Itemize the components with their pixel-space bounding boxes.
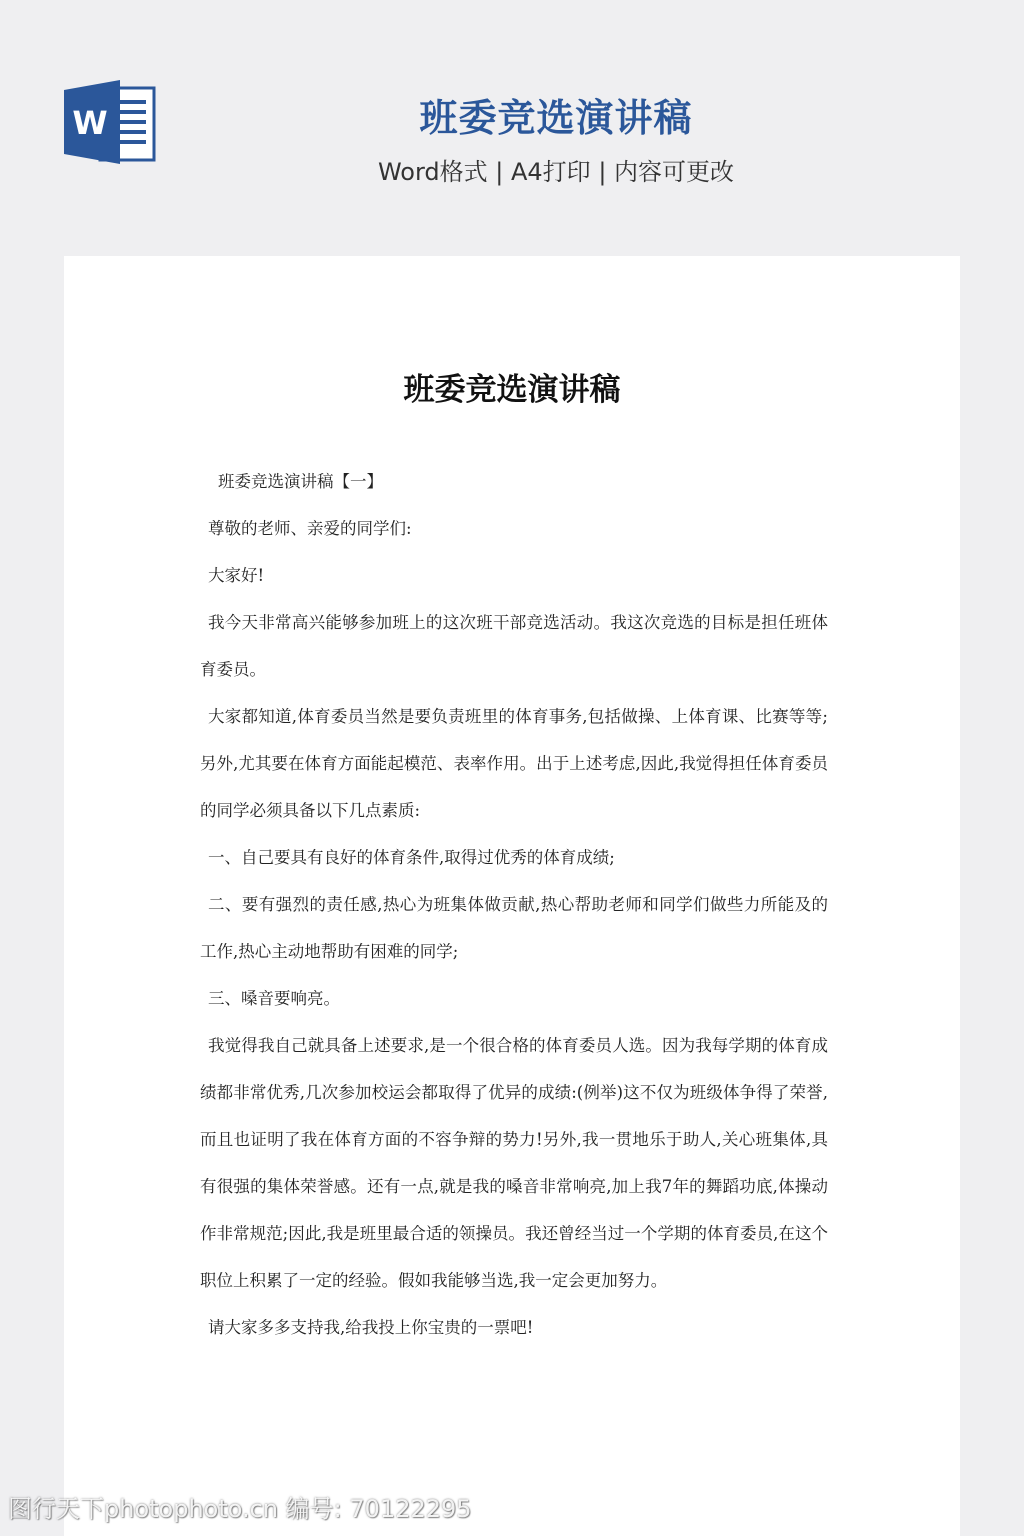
- paragraph: 我今天非常高兴能够参加班上的这次班干部竞选活动。我这次竞选的目标是担任班体育委员。: [200, 613, 828, 679]
- watermark: 图行天下photophoto.cn 编号: 70122295: [8, 1495, 472, 1523]
- word-icon: [64, 80, 156, 164]
- paragraph-greeting: 大家好!: [208, 566, 265, 585]
- document-title: 班委竞选演讲稿: [403, 372, 621, 408]
- word-icon-letter: W: [72, 104, 108, 142]
- paragraph-closing: 请大家多多支持我,给我投上你宝贵的一票吧!: [208, 1318, 534, 1337]
- header-banner: [0, 0, 1024, 240]
- document-body: [200, 458, 828, 1351]
- paragraph: 我觉得我自己就具备上述要求,是一个很合格的体育委员人选。因为我每学期的体育成绩都非常优秀,几次参加校运会都取得了优异的成绩:(例举)这不仅为班级体争得了荣誉,而且也证明了我在体育方面的不容争辩的势力!另外,我一贯地乐于助人,关心班集体,具有很强的集体荣誉感。还有一点,就是我的嗓音非常响亮,加上我7年的舞蹈功底,体操动作非常规范;因此,我是班里最合适的领操员。我还曾经当过一个学期的体育委员,在这个职位上积累了一定的经验。假如我能够当选,我一定会更加努力。: [200, 1036, 828, 1290]
- paragraph: 大家都知道,体育委员当然是要负责班里的体育事务,包括做操、上体育课、比赛等等;另外,尤其要在体育方面能起模范、表率作用。出于上述考虑,因此,我觉得担任体育委员的同学必须具备以下几点素质:: [200, 707, 828, 820]
- list-item: 三、嗓音要响亮。: [208, 989, 340, 1008]
- banner-title: 班委竞选演讲稿: [419, 96, 693, 140]
- document-page: [64, 256, 960, 1536]
- list-item: 一、自己要具有良好的体育条件,取得过优秀的体育成绩;: [208, 848, 615, 867]
- paragraph-salutation: 尊敬的老师、亲爱的同学们:: [208, 519, 412, 538]
- section-heading: 班委竞选演讲稿【一】: [218, 472, 383, 491]
- list-item: 二、要有强烈的责任感,热心为班集体做贡献,热心帮助老师和同学们做些力所能及的工作,热心主动地帮助有困难的同学;: [200, 895, 828, 961]
- banner-subtitle: Word格式 | A4打印 | 内容可更改: [377, 158, 735, 186]
